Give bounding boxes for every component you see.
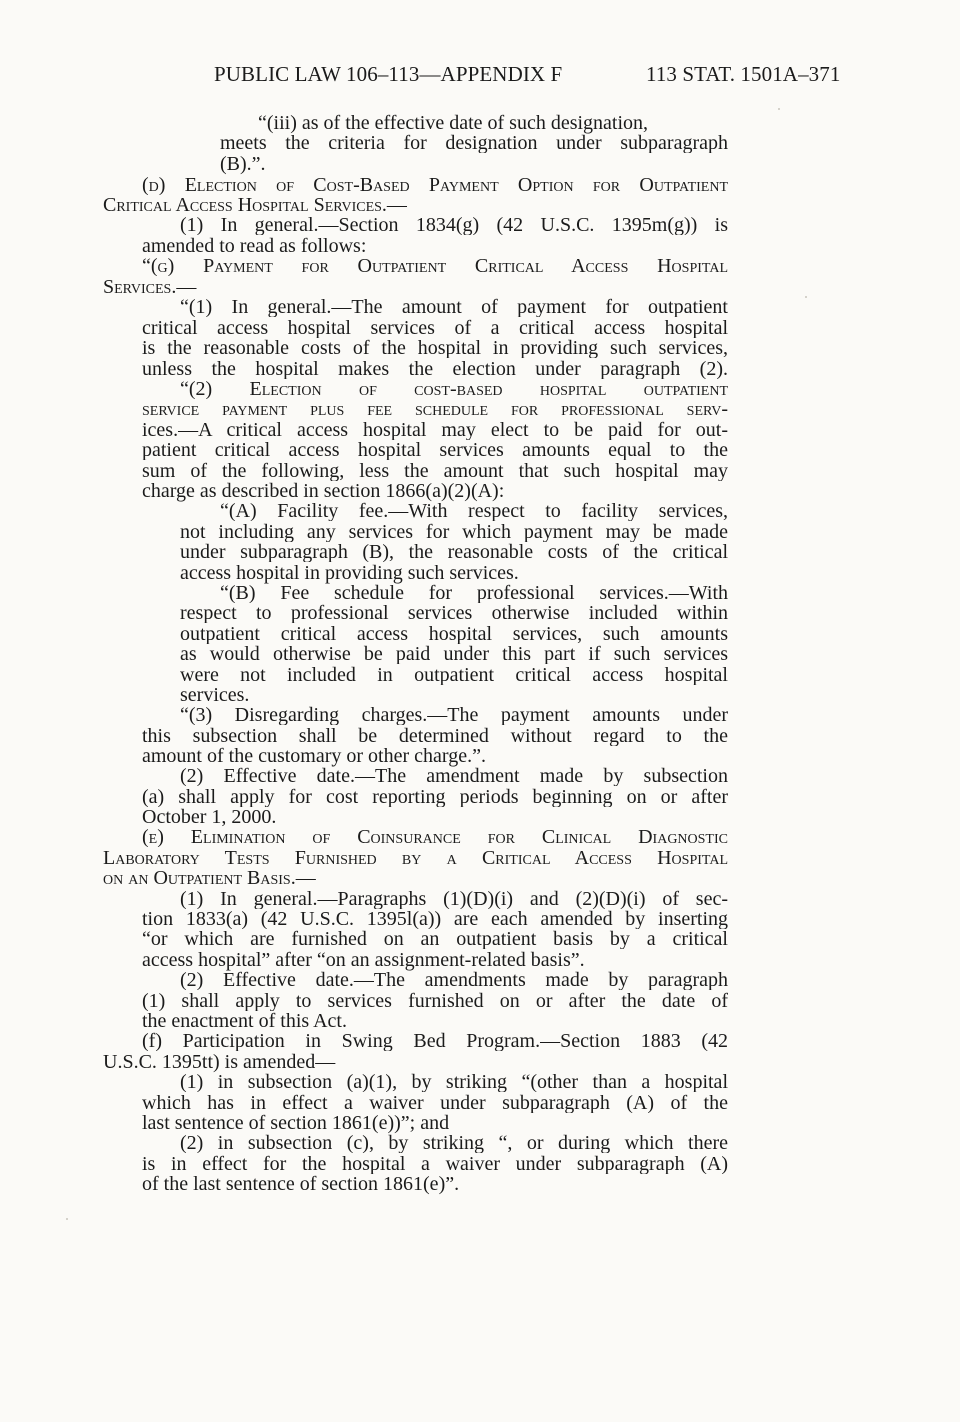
subparagraph-B-text: outpatient critical access hospital services, such amounts bbox=[180, 624, 728, 644]
paragraph-d2-text: October 1, 2000. bbox=[142, 806, 277, 828]
paragraph-g2-text: sum of the following, less the amount that such hospital may bbox=[142, 461, 728, 481]
subsection-f-text: U.S.C. 1395tt) is amended— bbox=[103, 1051, 336, 1073]
subsection-d-heading: Critical Access Hospital Services.— bbox=[103, 194, 407, 216]
section-g-heading: Services.— bbox=[103, 276, 197, 298]
subparagraph-A-text: not including any services for which payment may be made bbox=[180, 522, 728, 542]
subparagraph-A-text: “(A) Facility fee.—With respect to facility services, bbox=[220, 501, 728, 521]
paragraph-g1-text: critical access hospital services of a critical access hospital bbox=[142, 318, 728, 338]
subsection-e-heading: (e) Elimination of Coinsurance for Clinical Diagnostic bbox=[142, 827, 728, 847]
scan-speck bbox=[805, 296, 807, 298]
paragraph-d1-text: (1) In general.—Section 1834(g) (42 U.S.C. 1395m(g)) is bbox=[180, 215, 728, 235]
subparagraph-A-text: access hospital in providing such services. bbox=[180, 562, 519, 584]
paragraph-g3-text: “(3) Disregarding charges.—The payment amounts under bbox=[180, 705, 728, 725]
paragraph-f1-text: which has in effect a waiver under subparagraph (A) of the bbox=[142, 1093, 728, 1113]
subsection-f-text: (f) Participation in Swing Bed Program.—Section 1883 (42 bbox=[142, 1031, 728, 1051]
clause-iii-text: (B).”. bbox=[220, 153, 266, 175]
paragraph-g3-text: this subsection shall be determined without regard to the bbox=[142, 726, 728, 746]
subparagraph-B-text: were not included in outpatient critical access hospital bbox=[180, 665, 728, 685]
statute-page-number: 113 STAT. 1501A–371 bbox=[646, 62, 841, 86]
paragraph-e1-text: (1) In general.—Paragraphs (1)(D)(i) and (2)(D)(i) of sec- bbox=[180, 889, 728, 909]
paragraph-g3-text: amount of the customary or other charge.”. bbox=[142, 745, 486, 767]
paragraph-g2-text: ices.—A critical access hospital may elect to be paid for out- bbox=[142, 420, 728, 440]
scan-speck bbox=[66, 1218, 68, 1220]
paragraph-g2-text: charge as described in section 1866(a)(2)(A): bbox=[142, 480, 505, 502]
subparagraph-A-text: under subparagraph (B), the reasonable costs of the critical bbox=[180, 542, 728, 562]
paragraph-f1-text: last sentence of section 1861(e))”; and bbox=[142, 1112, 450, 1134]
paragraph-f2-text: of the last sentence of section 1861(e)”. bbox=[142, 1173, 460, 1195]
subsection-d-heading: (d) Election of Cost-Based Payment Option for Outpatient bbox=[142, 175, 728, 195]
running-header-title: PUBLIC LAW 106–113—APPENDIX F bbox=[214, 62, 563, 86]
paragraph-g2-text: patient critical access hospital services amounts equal to the bbox=[142, 440, 728, 460]
paragraph-g1-text: is the reasonable costs of the hospital in providing such services, bbox=[142, 338, 728, 358]
paragraph-g2-heading: “(2) Election of cost-based hospital outpatient bbox=[180, 379, 728, 399]
subparagraph-B-text: respect to professional services otherwise included within bbox=[180, 603, 728, 623]
subsection-e-heading: Laboratory Tests Furnished by a Critical Access Hospital bbox=[103, 848, 728, 868]
paragraph-d1-text: amended to read as follows: bbox=[142, 235, 367, 257]
paragraph-e1-text: “or which are furnished on an outpatient basis by a critical bbox=[142, 929, 728, 949]
paragraph-g1-text: “(1) In general.—The amount of payment for outpatient bbox=[180, 297, 728, 317]
subparagraph-B-text: services. bbox=[180, 684, 250, 706]
paragraph-e2-text: (2) Effective date.—The amendments made by paragraph bbox=[180, 970, 728, 990]
paragraph-f2-text: (2) in subsection (c), by striking “, or during which there bbox=[180, 1133, 728, 1153]
paragraph-d2-text: (2) Effective date.—The amendment made by subsection bbox=[180, 766, 728, 786]
paragraph-f1-text: (1) in subsection (a)(1), by striking “(other than a hospital bbox=[180, 1072, 728, 1092]
paragraph-f2-text: is in effect for the hospital a waiver under subparagraph (A) bbox=[142, 1154, 728, 1174]
paragraph-d2-text: (a) shall apply for cost reporting periods beginning on or after bbox=[142, 787, 728, 807]
scan-speck bbox=[778, 108, 780, 110]
clause-iii-text: meets the criteria for designation under subparagraph bbox=[220, 133, 728, 153]
subparagraph-B-text: as would otherwise be paid under this part if such services bbox=[180, 644, 728, 664]
paragraph-g2-heading: service payment plus fee schedule for professional serv- bbox=[142, 399, 728, 419]
subsection-e-heading: on an Outpatient Basis.— bbox=[103, 867, 316, 889]
section-g-heading: “(g) Payment for Outpatient Critical Access Hospital bbox=[142, 256, 728, 276]
paragraph-e2-text: the enactment of this Act. bbox=[142, 1010, 347, 1032]
paragraph-e1-text: access hospital” after “on an assignment-related basis”. bbox=[142, 949, 585, 971]
subparagraph-B-text: “(B) Fee schedule for professional services.—With bbox=[220, 583, 728, 603]
paragraph-g1-text: unless the hospital makes the election under paragraph (2). bbox=[142, 359, 728, 379]
clause-iii-text: “(iii) as of the effective date of such designation, bbox=[258, 112, 649, 134]
paragraph-e1-text: tion 1833(a) (42 U.S.C. 1395l(a)) are each amended by inserting bbox=[142, 909, 728, 929]
paragraph-e2-text: (1) shall apply to services furnished on or after the date of bbox=[142, 991, 728, 1011]
